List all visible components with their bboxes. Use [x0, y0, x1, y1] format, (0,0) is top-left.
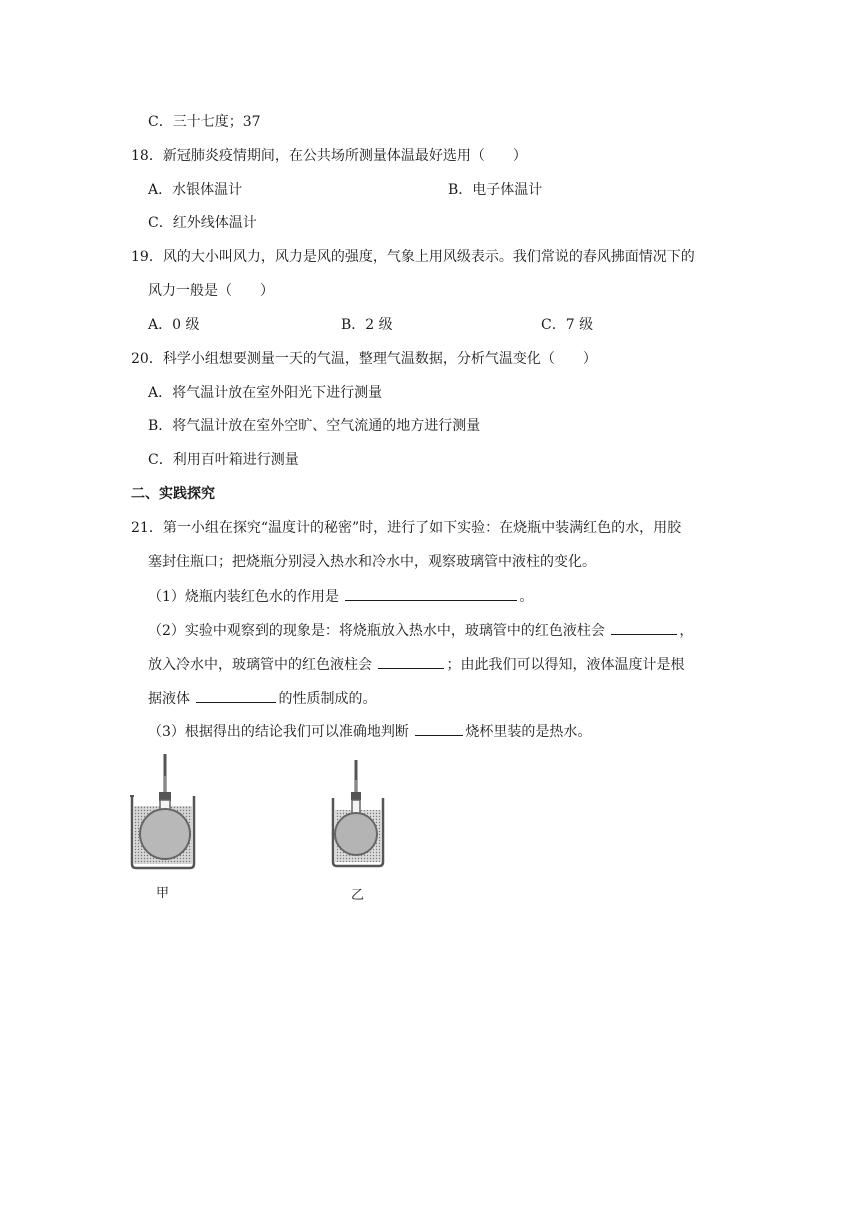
part3-text: （3）根据得出的结论我们可以准确地判断: [148, 724, 414, 740]
option-20c: C．利用百叶箱进行测量: [148, 452, 299, 468]
question-18-stem: 18．新冠肺炎疫情期间，在公共场所测量体温最好选用（ ）: [131, 148, 527, 164]
part2-text: 的性质制成的。: [278, 691, 377, 707]
question-21-part3: [148, 721, 591, 742]
question-21-part1: [148, 586, 533, 607]
question-21-part2-line3: [148, 688, 376, 709]
option-20b: B．将气温计放在室外空旷、空气流通的地方进行测量: [148, 418, 481, 434]
question-21-part2-line2: [148, 654, 684, 675]
question-19-stem-line2: 风力一般是（ ）: [148, 283, 274, 299]
question-19-stem-line1: 19．风的大小叫风力，风力是风的强度，气象上用风级表示。我们常说的春风拂面情况下的: [131, 249, 695, 265]
answer-blank[interactable]: [345, 586, 517, 601]
question-20-stem: 20．科学小组想要测量一天的气温，整理气温数据，分析气温变化（ ）: [131, 351, 597, 367]
answer-blank[interactable]: [611, 620, 677, 635]
option-18a: A．水银体温计: [148, 182, 243, 198]
section-title: 二、实践探究: [131, 486, 215, 502]
part3-text: 烧杯里装的是热水。: [465, 724, 592, 740]
part2-text: 据液体: [148, 691, 195, 707]
option-18c: C．红外线体温计: [148, 215, 257, 231]
option-19b: B．2 级: [341, 317, 393, 333]
answer-blank[interactable]: [415, 721, 463, 736]
figure-label-b: 乙: [351, 888, 365, 903]
answer-blank[interactable]: [378, 654, 444, 669]
figure-label-a: 甲: [156, 886, 170, 901]
option-19a: A．0 级: [148, 317, 200, 333]
flask-beaker-figure-b: [330, 758, 390, 870]
option-20a: A．将气温计放在室外阳光下进行测量: [148, 385, 383, 401]
answer-blank[interactable]: [196, 688, 276, 703]
part1-end: 。: [519, 589, 534, 605]
part1-text: （1）烧瓶内装红色水的作用是: [148, 589, 344, 605]
option-17c: C．三十七度；37: [148, 114, 261, 130]
flask-beaker-figure-a: [128, 752, 198, 872]
part2-text: ；由此我们可以得知，液体温度计是根: [446, 657, 685, 673]
question-21-part2-line1: [148, 620, 693, 641]
part2-text: （2）实验中观察到的现象是：将烧瓶放入热水中，玻璃管中的红色液柱会: [148, 623, 610, 639]
question-21-stem-line2: 塞封住瓶口；把烧瓶分别浸入热水和冷水中，观察玻璃管中液柱的变化。: [148, 554, 596, 570]
option-19c: C．7 级: [541, 317, 594, 333]
option-18b: B．电子体温计: [448, 182, 543, 198]
question-21-stem-line1: 21．第一小组在探究“温度计的秘密”时，进行了如下实验：在烧瓶中装满红色的水，用胶: [131, 520, 682, 536]
part2-punct: ，: [679, 623, 694, 639]
part2-text: 放入冷水中，玻璃管中的红色液柱会: [148, 657, 377, 673]
